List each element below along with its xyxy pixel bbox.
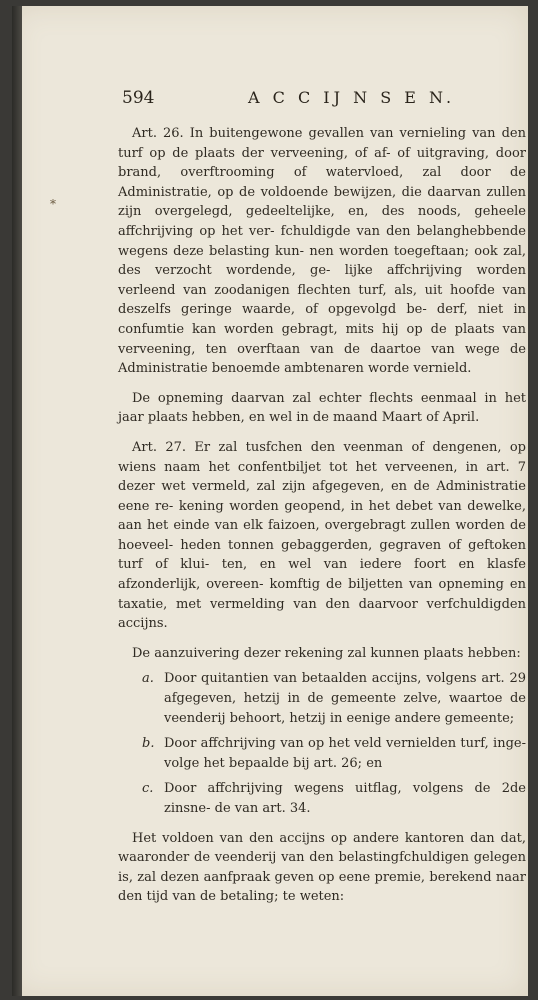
body-text	[118, 124, 526, 907]
paragraph-aanzuivering: De aanzuivering dezer rekening zal kunnen plaats hebben:	[132, 645, 521, 661]
document-page	[12, 6, 528, 996]
list-marker: a.	[142, 671, 154, 687]
list-item-text: Door affchrijving van op het veld vernielden turf, inge- volge het bepaalde bij art. 26; en	[164, 736, 526, 771]
paragraph-opneming: De opneming daarvan zal echter flechts eenmaal in het jaar plaats hebben, en wel in de maand Maart of April.	[118, 390, 526, 426]
page-header	[122, 88, 456, 112]
list-marker: c.	[142, 781, 154, 797]
page-number: 594	[122, 88, 155, 108]
list-item-b	[118, 734, 526, 773]
margin-mark: *	[50, 197, 56, 211]
paragraph-voldoen: Het voldoen van den accijns op andere kantoren dan dat, waaronder de veenderij van den belastingfchuldigen gelegen is, zal dezen aanfpraak geven op eene premie, berekend naar den tijd van de betaling; te weten:	[118, 830, 526, 905]
list-item-text: Door affchrijving wegens uitflag, volgens de 2de zinsne- de van art. 34.	[164, 781, 526, 816]
book-spine-shadow	[12, 6, 22, 996]
running-head: A C C IJ N S E N.	[248, 88, 456, 107]
list-item-text: Door quitantien van betaalden accijns, volgens art. 29 afgegeven, hetzij in de gemeente zelve, waartoe de veenderij behoort, hetzij in eenige andere gemeente;	[164, 671, 526, 726]
paragraph-art-26: Art. 26. In buitengewone gevallen van vernieling van den turf op de plaats der verveening, of af- of uitgraving, door brand, overftrooming of watervloed, zal door de Administratie, op de voldoende bewijzen, die daarvan zullen zijn overgelegd, gedeeltelijke, en, des noods, geheele affchrijving op het ver- fchuldigde van den belanghebbende wegens deze belasting kun- nen worden toegeftaan; ook zal, des verzocht wordende, ge- lijke affchrijving worden verleend van zoodanigen flechten turf, als, uit hoofde van deszelfs geringe waarde, of opgevolgd be- derf, niet in confumtie kan worden gebragt, mits hij op de plaats van verveening, ten overftaan van de daartoe van wege de Administratie benoemde ambtenaren worde vernield.	[118, 126, 526, 377]
list-item-a	[118, 669, 526, 728]
list-marker: b.	[142, 736, 155, 752]
paragraph-art-27: Art. 27. Er zal tusfchen den veenman of dengenen, op wiens naam het confentbiljet tot het verveenen, in art. 7 dezer wet vermeld, zal zijn afgegeven, en de Administratie eene re- kening worden geopend, in het debet van dewelke, aan het einde van elk faizoen, overgebragt zullen worden de hoeveel- heden tonnen gebaggerden, gegraven of geftoken turf of klui- ten, en wel van iedere foort en klasfe afzonderlijk, overeen- komftig de biljetten van opneming en taxatie, met vermelding van den daarvoor verfchuldigden accijns.	[118, 439, 526, 632]
list-item-c	[118, 779, 526, 818]
